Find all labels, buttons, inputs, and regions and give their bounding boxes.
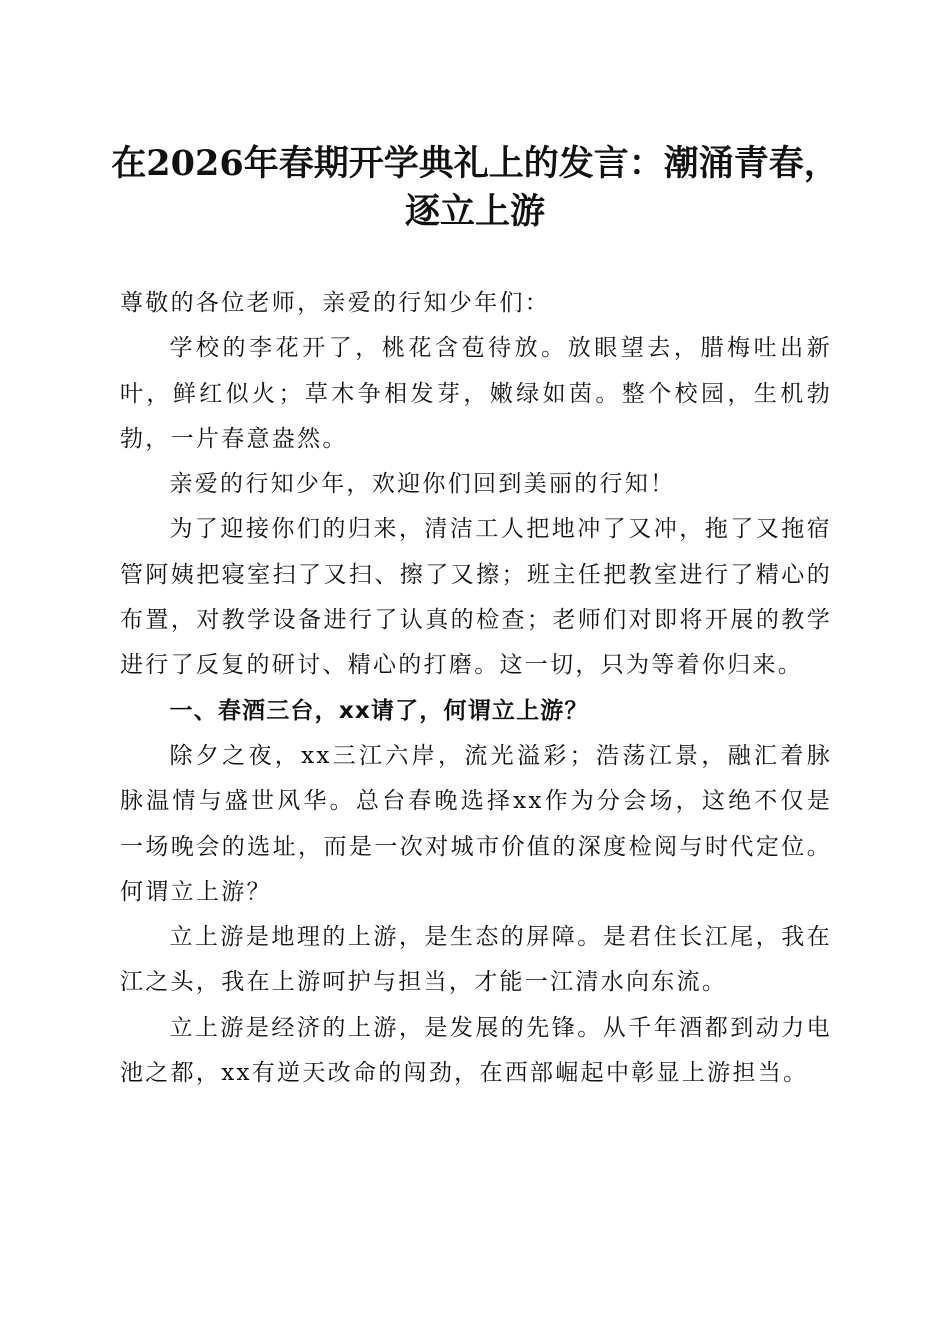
- title-line-2: 逐立上游: [404, 191, 545, 232]
- section-heading: 一、春酒三台，xx请了，何谓立上游？: [169, 697, 589, 724]
- document-title: [100, 140, 850, 236]
- paragraph: 亲爱的行知少年，欢迎你们回到美丽的行知！: [169, 471, 676, 498]
- paragraph: 立上游是地理的上游，是生态的屏障。是君住长江尾，我在江之头，我在上游呵护与担当，才能一江清水向东流。: [120, 924, 832, 996]
- paragraph: 学校的李花开了，桃花含苞待放。放眼望去，腊梅吐出新叶，鲜红似火；草木争相发芽，嫩绿如茵。整个校园，生机勃勃，一片春意盎然。: [120, 335, 832, 452]
- paragraph: 除夕之夜，xx三江六岸，流光溢彩；浩荡江景，融汇着脉脉温情与盛世风华。总台春晚选择xx作为分会场，这绝不仅是一场晚会的选址，而是一次对城市价值的深度检阅与时代定位。何谓立上游？: [120, 742, 832, 905]
- title-line-1: 在2026年春期开学典礼上的发言：潮涌青春，: [111, 143, 839, 184]
- paragraph: 立上游是经济的上游，是发展的先锋。从千年酒都到动力电池之都，xx有逆天改命的闯劲，在西部崛起中彰显上游担当。: [120, 1014, 832, 1087]
- salutation: 尊敬的各位老师，亲爱的行知少年们：: [120, 290, 551, 316]
- paragraph: 为了迎接你们的归来，清洁工人把地冲了又冲，拖了又拖宿管阿姨把寝室扫了又扫、擦了又擦；班主任把教室进行了精心的布置，对教学设备进行了认真的检查；老师们对即将开展的教学进行了反复的研讨、精心的打磨。这一切，只为等着你归来。: [120, 516, 832, 679]
- document-body: [120, 281, 832, 1096]
